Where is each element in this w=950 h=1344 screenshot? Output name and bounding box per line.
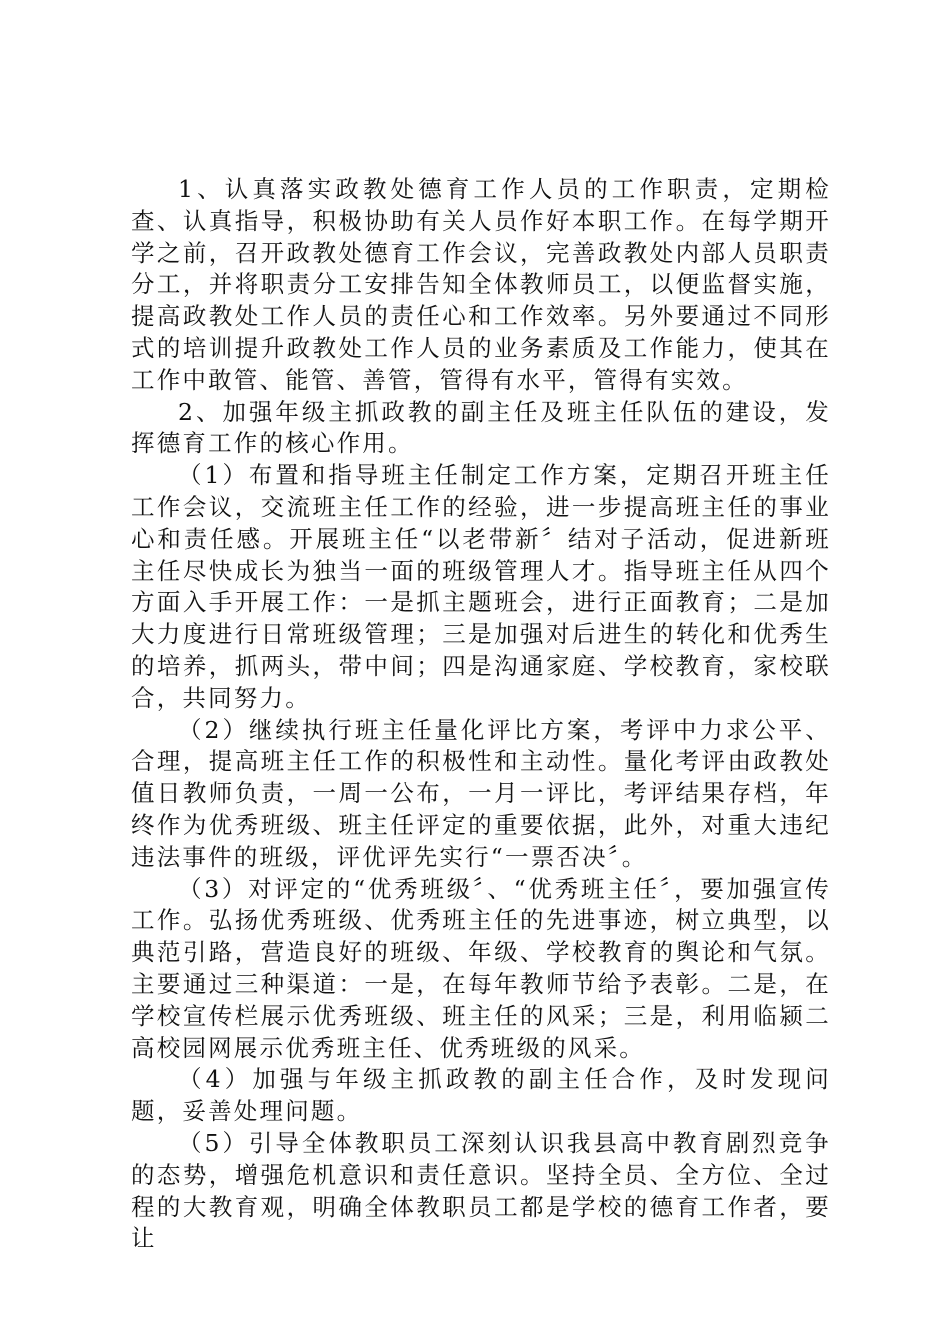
paragraph-2-1-work-plan: （1）布置和指导班主任制定工作方案，定期召开班主任工作会议，交流班主任工作的经验，进一步提高班主任的事业心和责任感。开展班主任“以老带新〞结对子活动，促进新班主任尽快成长为独当一面的班级管理人才。指导班主任从四个方面入手开展工作：一是抓主题班会，进行正面教育；二是加大力度进行日常班级管理；三是加强对后进生的转化和优秀生的培养，抓两头，带中间；四是沟通家庭、学校教育，家校联合，共同努力。: [131, 461, 831, 712]
paragraph-2-2-evaluation: （2）继续执行班主任量化评比方案，考评中力求公平、合理，提高班主任工作的积极性和主动性。量化考评由政教处值日教师负责，一周一公布，一月一评比，考评结果存档，年终作为优秀班级、班主任评定的重要依据，此外，对重大违纪违法事件的班级，评优评先实行“一票否决〞。: [131, 715, 831, 871]
paragraph-2-5-guidance: （5）引导全体教职员工深刻认识我县高中教育剧烈竞争的态势，增强危机意识和责任意识。坚持全员、全方位、全过程的大教育观，明确全体教职员工都是学校的德育工作者，要让: [131, 1128, 831, 1253]
paragraph-2-4-cooperation: （4）加强与年级主抓政教的副主任合作，及时发现问题，妥善处理问题。: [131, 1065, 831, 1126]
document-body: [131, 174, 831, 1255]
paragraph-1-duty-responsibility: 1、认真落实政教处德育工作人员的工作职责，定期检查、认真指导，积极协助有关人员作好本职工作。在每学期开学之前，召开政教处德育工作会议，完善政教处内部人员职责分工，并将职责分工安排告知全体教师员工，以便监督实施，提高政教处工作人员的责任心和工作效率。另外要通过不同形式的培训提升政教处工作人员的业务素质及工作能力，使其在工作中敢管、能管、善管，管得有水平，管得有实效。: [131, 175, 831, 394]
paragraph-2-3-publicity: （3）对评定的“优秀班级〞、“优秀班主任〞，要加强宣传工作。弘扬优秀班级、优秀班主任的先进事迹，树立典型，以典范引路，营造良好的班级、年级、学校教育的舆论和气氛。主要通过三种渠道：一是，在每年教师节给予表彰。二是，在学校宣传栏展示优秀班级、班主任的风采；三是，利用临颍二高校园网展示优秀班主任、优秀班级的风采。: [131, 874, 831, 1062]
paragraph-2-team-building: 2、加强年级主抓政教的副主任及班主任队伍的建设，发挥德育工作的核心作用。: [131, 397, 831, 458]
